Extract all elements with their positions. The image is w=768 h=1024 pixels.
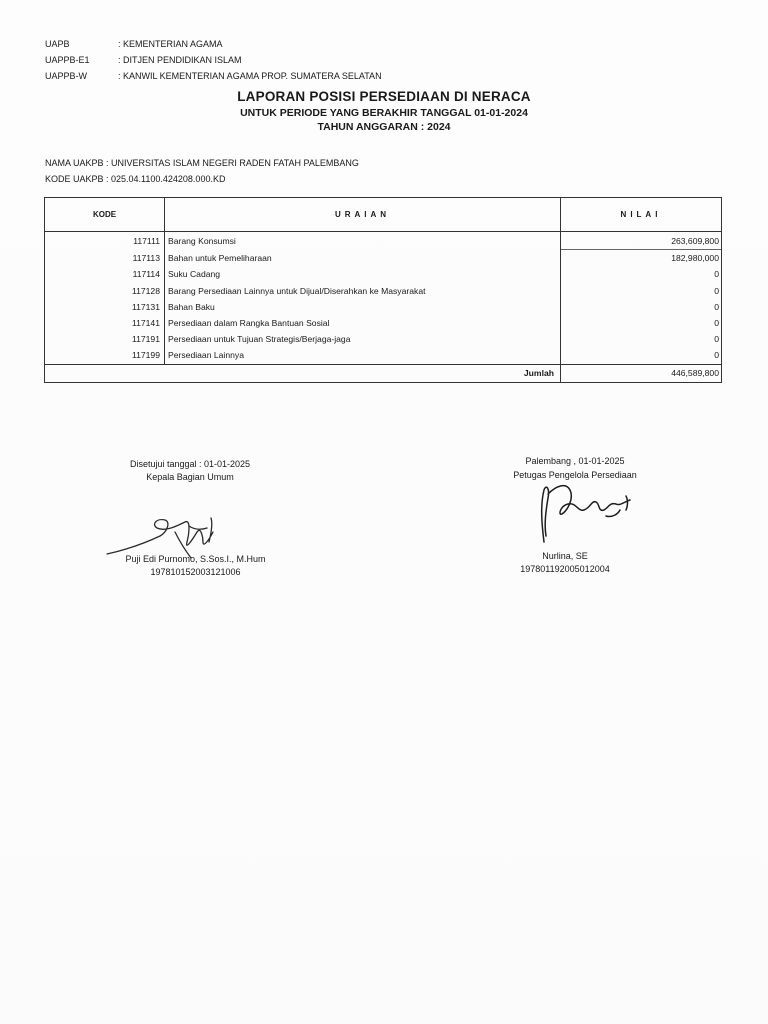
cell-uraian: Barang Persediaan Lainnya untuk Dijual/Diserahkan ke Masyarakat — [165, 283, 561, 299]
table-row — [45, 331, 721, 347]
column-header-kode: KODE — [45, 198, 165, 232]
cell-nilai: 0 — [714, 318, 719, 329]
approver-role: Kepala Bagian Umum — [146, 472, 234, 482]
column-header-nilai: NILAI — [561, 198, 722, 232]
total-label: Jumlah — [45, 364, 561, 382]
total-row — [45, 364, 721, 382]
cell-nilai: 263,609,800 — [561, 232, 722, 250]
inventory-table — [44, 197, 722, 383]
cell-uraian: Persediaan dalam Rangka Bantuan Sosial — [165, 315, 561, 331]
approval-block — [100, 458, 280, 484]
header-key: UAPB — [45, 39, 70, 49]
approver-nip: 197810152003121006 — [150, 567, 241, 577]
table-header — [45, 198, 721, 232]
cell-uraian: Bahan untuk Pemeliharaan — [165, 250, 561, 267]
officer-name: Nurlina, SE — [542, 551, 588, 561]
table-header-row — [45, 198, 721, 232]
header-value: : KANWIL KEMENTERIAN AGAMA PROP. SUMATERA SELATAN — [118, 71, 382, 81]
report-titles — [0, 88, 768, 134]
report-year: TAHUN ANGGARAN : 2024 — [317, 121, 451, 133]
unit-code: KODE UAKPB : 025.04.1100.424208.000.KD — [45, 174, 226, 184]
table-row — [45, 315, 721, 331]
cell-kode: 117141 — [45, 315, 165, 331]
organization-header — [45, 36, 382, 84]
cell-kode: 117199 — [45, 347, 165, 364]
officer-role: Petugas Pengelola Persediaan — [513, 470, 637, 480]
header-key: UAPPB-E1 — [45, 55, 90, 65]
approver-name: Puji Edi Purnomo, S.Sos.I., M.Hum — [125, 554, 266, 564]
cell-kode: 117113 — [45, 250, 165, 267]
cell-nilai: 0 — [714, 301, 719, 312]
report-title: LAPORAN POSISI PERSEDIAAN DI NERACA — [237, 89, 531, 104]
cell-kode: 117111 — [45, 232, 165, 250]
unit-name: NAMA UAKPB : UNIVERSITAS ISLAM NEGERI RADEN FATAH PALEMBANG — [45, 158, 359, 168]
cell-uraian: Bahan Baku — [165, 299, 561, 315]
table-row — [45, 347, 721, 364]
header-value: : KEMENTERIAN AGAMA — [118, 39, 223, 49]
table-row — [45, 266, 721, 282]
header-value: : DITJEN PENDIDIKAN ISLAM — [118, 55, 242, 65]
cell-nilai: 182,980,000 — [671, 253, 719, 264]
cell-uraian: Persediaan Lainnya — [165, 347, 561, 364]
table-row — [45, 283, 721, 299]
officer-place-date: Palembang , 01-01-2025 — [525, 456, 625, 466]
column-header-uraian: URAIAN — [165, 198, 561, 232]
officer-identity — [505, 550, 625, 576]
officer-signature — [532, 476, 642, 548]
cell-nilai: 0 — [714, 285, 719, 296]
table-row — [45, 250, 721, 267]
approval-date: Disetujui tanggal : 01-01-2025 — [129, 459, 251, 469]
cell-uraian: Barang Konsumsi — [165, 232, 561, 250]
cell-kode: 117128 — [45, 283, 165, 299]
total-value: 446,589,800 — [561, 364, 722, 382]
inventory-table-grid — [45, 198, 721, 382]
unit-info — [45, 155, 359, 187]
cell-uraian: Suku Cadang — [165, 266, 561, 282]
cell-kode: 117191 — [45, 331, 165, 347]
table-footer — [45, 364, 721, 382]
cell-uraian: Persediaan untuk Tujuan Strategis/Berjaga-jaga — [165, 331, 561, 347]
table-body — [45, 232, 721, 365]
header-key: UAPPB-W — [45, 71, 88, 81]
cell-nilai: 0 — [714, 334, 719, 345]
cell-kode: 117114 — [45, 266, 165, 282]
table-row — [45, 299, 721, 315]
cell-nilai: 0 — [714, 350, 719, 361]
approver-identity — [118, 553, 273, 579]
header-row-uapb — [45, 36, 382, 52]
officer-nip: 197801192005012004 — [520, 564, 610, 574]
cell-nilai: 0 — [714, 269, 719, 280]
cell-kode: 117131 — [45, 299, 165, 315]
report-period: UNTUK PERIODE YANG BERAKHIR TANGGAL 01-01-2024 — [240, 107, 528, 119]
table-row — [45, 232, 721, 250]
header-row-uappb-w — [45, 68, 382, 84]
header-row-uappb-e1 — [45, 52, 382, 68]
